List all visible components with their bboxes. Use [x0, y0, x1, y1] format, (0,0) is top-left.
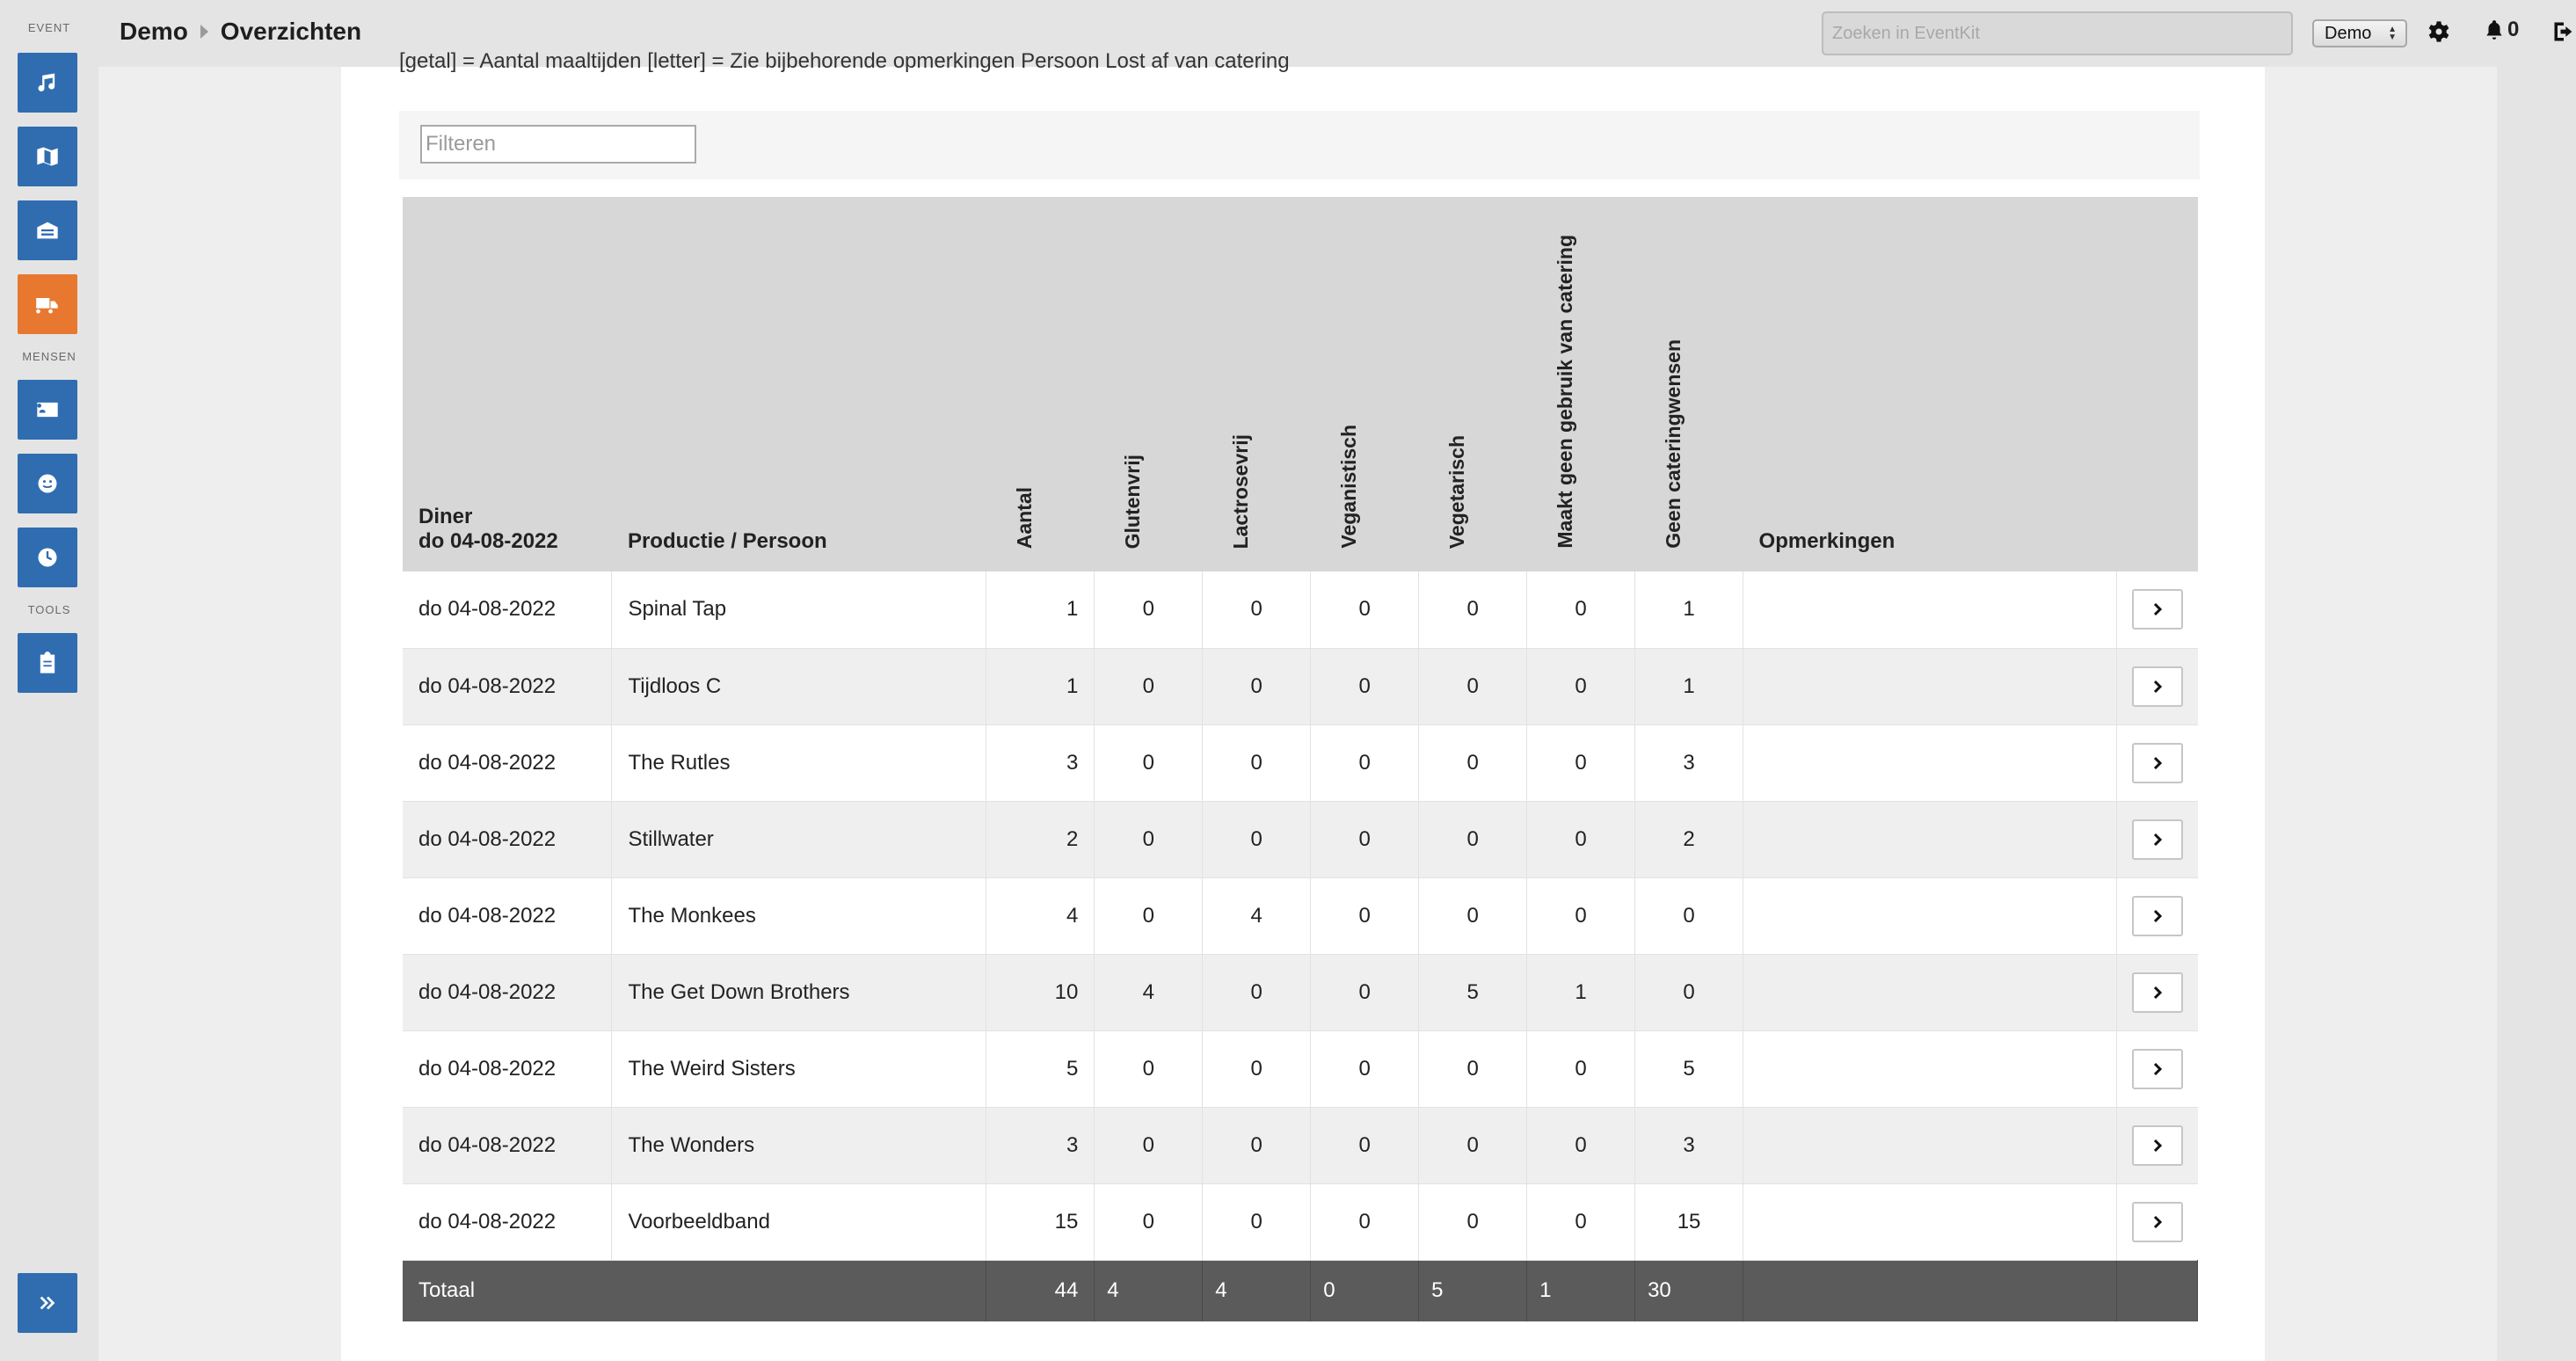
column-header-veganistisch-label: Veganistisch	[1336, 425, 1360, 549]
chevron-right-icon	[2150, 1215, 2165, 1229]
cell-geen-wensen: 5	[1635, 1030, 1743, 1107]
breadcrumb-item-event[interactable]: Demo	[120, 18, 188, 45]
truck-icon	[35, 292, 60, 317]
open-row-button[interactable]	[2132, 819, 2183, 860]
cell-glutenvrij: 0	[1095, 801, 1203, 877]
column-header-lactosevrij[interactable]	[1203, 197, 1311, 571]
total-aantal: 44	[986, 1260, 1095, 1321]
cell-vegetarisch: 0	[1419, 1183, 1527, 1260]
cell-opmerkingen	[1743, 724, 2117, 801]
cell-glutenvrij: 0	[1095, 1183, 1203, 1260]
column-header-glutenvrij-label: Glutenvrij	[1120, 454, 1144, 549]
column-header-production[interactable]: Productie / Persoon	[612, 197, 986, 571]
cell-geen-gebruik: 0	[1527, 571, 1635, 648]
cell-geen-gebruik: 1	[1527, 954, 1635, 1030]
cell-opmerkingen	[1743, 571, 2117, 648]
cell-vegetarisch: 0	[1419, 571, 1527, 648]
sidebar-item-time[interactable]	[18, 528, 77, 587]
column-header-lactosevrij-label: Lactrosevrij	[1228, 433, 1252, 549]
cell-lactosevrij: 0	[1203, 1030, 1311, 1107]
cell-production: The Get Down Brothers	[612, 954, 986, 1030]
cell-action	[2116, 571, 2197, 648]
open-row-button[interactable]	[2132, 896, 2183, 936]
breadcrumb	[120, 18, 361, 46]
column-header-vegetarisch[interactable]	[1419, 197, 1527, 571]
section-label-tools: TOOLS	[27, 603, 71, 616]
cell-date: do 04-08-2022	[403, 801, 612, 877]
cell-glutenvrij: 0	[1095, 877, 1203, 954]
venue-icon	[35, 218, 60, 243]
table-row	[403, 1107, 2198, 1183]
table-row	[403, 1183, 2198, 1260]
cell-aantal: 3	[986, 724, 1095, 801]
event-select[interactable]	[2312, 19, 2407, 47]
cell-action	[2116, 877, 2197, 954]
cell-action	[2116, 801, 2197, 877]
notification-count: 0	[2507, 18, 2520, 41]
cell-production: The Rutles	[612, 724, 986, 801]
music-icon	[35, 70, 60, 95]
cell-production: Spinal Tap	[612, 571, 986, 648]
cell-aantal: 15	[986, 1183, 1095, 1260]
total-lactosevrij: 4	[1203, 1260, 1311, 1321]
event-select-value: Demo	[2325, 23, 2372, 43]
cell-opmerkingen	[1743, 1183, 2117, 1260]
bell-icon	[2483, 18, 2506, 41]
cell-production: The Monkees	[612, 877, 986, 954]
double-chevron-right-icon	[38, 1293, 57, 1313]
cell-geen-gebruik: 0	[1527, 1107, 1635, 1183]
cell-aantal: 3	[986, 1107, 1095, 1183]
total-vegetarisch: 5	[1419, 1260, 1527, 1321]
open-row-button[interactable]	[2132, 1125, 2183, 1166]
expand-sidebar-button[interactable]	[18, 1273, 77, 1333]
filter-bar	[399, 111, 2200, 179]
cell-production: Stillwater	[612, 801, 986, 877]
column-header-actions	[2116, 197, 2197, 571]
logout-icon[interactable]	[2551, 19, 2576, 44]
overview-card	[341, 49, 2265, 1361]
table-row	[403, 571, 2198, 648]
cell-date: do 04-08-2022	[403, 1107, 612, 1183]
cell-opmerkingen	[1743, 648, 2117, 724]
cell-veganistisch: 0	[1311, 954, 1419, 1030]
cell-geen-wensen: 2	[1635, 801, 1743, 877]
cell-lactosevrij: 0	[1203, 648, 1311, 724]
table-row	[403, 648, 2198, 724]
cell-glutenvrij: 0	[1095, 571, 1203, 648]
cell-veganistisch: 0	[1311, 1183, 1419, 1260]
cell-lactosevrij: 0	[1203, 954, 1311, 1030]
chevron-right-icon	[2150, 756, 2165, 770]
cell-vegetarisch: 0	[1419, 1107, 1527, 1183]
cell-veganistisch: 0	[1311, 571, 1419, 648]
cell-veganistisch: 0	[1311, 1107, 1419, 1183]
cell-veganistisch: 0	[1311, 724, 1419, 801]
id-card-icon	[35, 397, 60, 422]
cell-date: do 04-08-2022	[403, 954, 612, 1030]
cell-vegetarisch: 0	[1419, 724, 1527, 801]
date-header-date: do 04-08-2022	[418, 529, 558, 553]
sidebar-item-people[interactable]	[18, 454, 77, 513]
cell-action	[2116, 1107, 2197, 1183]
main-content	[98, 49, 2497, 1361]
chevron-right-icon	[2150, 1139, 2165, 1153]
cell-action	[2116, 648, 2197, 724]
cell-action	[2116, 1030, 2197, 1107]
chevron-right-icon	[2150, 986, 2165, 1000]
section-label-event: EVENT	[27, 21, 71, 34]
column-header-opmerkingen[interactable]: Opmerkingen	[1743, 197, 2117, 571]
cell-veganistisch: 0	[1311, 801, 1419, 877]
search-input[interactable]	[1822, 11, 2293, 55]
cell-action	[2116, 1183, 2197, 1260]
smile-icon	[35, 471, 60, 496]
total-glutenvrij: 4	[1095, 1260, 1203, 1321]
table-body	[403, 571, 2198, 1260]
cell-date: do 04-08-2022	[403, 1183, 612, 1260]
cell-aantal: 4	[986, 877, 1095, 954]
date-header-title: Diner	[418, 505, 473, 528]
cell-action	[2116, 724, 2197, 801]
sidebar-item-music[interactable]	[18, 53, 77, 113]
column-header-date[interactable]	[403, 197, 612, 571]
total-geen-wensen: 30	[1635, 1260, 1743, 1321]
sidebar	[0, 0, 98, 1361]
open-row-button[interactable]	[2132, 972, 2183, 1013]
table-row	[403, 801, 2198, 877]
column-header-aantal[interactable]	[986, 197, 1095, 571]
open-row-button[interactable]	[2132, 743, 2183, 783]
catering-table	[403, 197, 2198, 1321]
total-opmerkingen	[1743, 1260, 2117, 1321]
cell-date: do 04-08-2022	[403, 648, 612, 724]
column-header-vegetarisch-label: Vegetarisch	[1444, 434, 1468, 549]
cell-opmerkingen	[1743, 877, 2117, 954]
column-header-geen-gebruik[interactable]	[1527, 197, 1635, 571]
cell-veganistisch: 0	[1311, 1030, 1419, 1107]
cell-lactosevrij: 4	[1203, 877, 1311, 954]
totals-label: Totaal	[403, 1260, 986, 1321]
cell-geen-gebruik: 0	[1527, 648, 1635, 724]
cell-date: do 04-08-2022	[403, 877, 612, 954]
cell-production: Tijdloos C	[612, 648, 986, 724]
cell-geen-wensen: 3	[1635, 724, 1743, 801]
cell-aantal: 1	[986, 571, 1095, 648]
clock-icon	[35, 545, 60, 570]
column-header-geen-gebruik-label: Maakt geen gebruik van catering	[1553, 235, 1576, 549]
column-header-geen-wensen-label: Geen cateringwensen	[1661, 339, 1685, 549]
sidebar-item-contacts[interactable]	[18, 380, 77, 440]
cell-date: do 04-08-2022	[403, 571, 612, 648]
select-arrows-icon: ▲ ▼	[2388, 25, 2397, 42]
cell-aantal: 2	[986, 801, 1095, 877]
chevron-right-icon	[2150, 833, 2165, 847]
cell-opmerkingen	[1743, 801, 2117, 877]
table-row	[403, 724, 2198, 801]
sidebar-item-transport[interactable]	[18, 274, 77, 334]
cell-geen-wensen: 1	[1635, 648, 1743, 724]
filter-input[interactable]	[420, 125, 696, 164]
cell-production: Voorbeeldband	[612, 1183, 986, 1260]
table-row	[403, 877, 2198, 954]
chevron-right-icon	[2150, 602, 2165, 616]
cell-vegetarisch: 0	[1419, 877, 1527, 954]
map-icon	[35, 144, 60, 169]
open-row-button[interactable]	[2132, 589, 2183, 630]
chevron-right-icon	[2150, 1062, 2165, 1076]
cell-glutenvrij: 0	[1095, 1030, 1203, 1107]
cell-geen-wensen: 1	[1635, 571, 1743, 648]
cell-glutenvrij: 4	[1095, 954, 1203, 1030]
cell-geen-wensen: 3	[1635, 1107, 1743, 1183]
totals-row	[403, 1260, 2198, 1321]
cell-veganistisch: 0	[1311, 877, 1419, 954]
cell-geen-gebruik: 0	[1527, 724, 1635, 801]
cell-glutenvrij: 0	[1095, 1107, 1203, 1183]
total-geen-gebruik: 1	[1527, 1260, 1635, 1321]
column-header-geen-wensen[interactable]	[1635, 197, 1743, 571]
sidebar-item-venue[interactable]	[18, 200, 77, 260]
cell-vegetarisch: 0	[1419, 1030, 1527, 1107]
cell-lactosevrij: 0	[1203, 1183, 1311, 1260]
clipboard-icon	[35, 651, 60, 675]
total-veganistisch: 0	[1311, 1260, 1419, 1321]
cell-lactosevrij: 0	[1203, 571, 1311, 648]
cell-opmerkingen	[1743, 1107, 2117, 1183]
cell-glutenvrij: 0	[1095, 724, 1203, 801]
total-action	[2116, 1260, 2197, 1321]
cell-geen-gebruik: 0	[1527, 801, 1635, 877]
open-row-button[interactable]	[2132, 666, 2183, 707]
cell-aantal: 1	[986, 648, 1095, 724]
open-row-button[interactable]	[2132, 1202, 2183, 1242]
chevron-right-icon	[2150, 680, 2165, 694]
cell-geen-gebruik: 0	[1527, 877, 1635, 954]
cell-geen-wensen: 0	[1635, 954, 1743, 1030]
open-row-button[interactable]	[2132, 1049, 2183, 1089]
notifications-button[interactable]	[2483, 18, 2519, 42]
cell-date: do 04-08-2022	[403, 1030, 612, 1107]
cell-geen-wensen: 15	[1635, 1183, 1743, 1260]
cell-geen-gebruik: 0	[1527, 1030, 1635, 1107]
cell-aantal: 5	[986, 1030, 1095, 1107]
cell-production: The Wonders	[612, 1107, 986, 1183]
chevron-right-icon	[2150, 909, 2165, 923]
column-header-aantal-label: Aantal	[1012, 486, 1036, 549]
breadcrumb-separator-icon	[200, 25, 208, 39]
column-header-veganistisch[interactable]	[1311, 197, 1419, 571]
cell-aantal: 10	[986, 954, 1095, 1030]
cell-geen-wensen: 0	[1635, 877, 1743, 954]
cell-vegetarisch: 0	[1419, 801, 1527, 877]
cell-lactosevrij: 0	[1203, 1107, 1311, 1183]
cell-geen-gebruik: 0	[1527, 1183, 1635, 1260]
cell-opmerkingen	[1743, 1030, 2117, 1107]
cell-production: The Weird Sisters	[612, 1030, 986, 1107]
table-row	[403, 1030, 2198, 1107]
cell-opmerkingen	[1743, 954, 2117, 1030]
section-label-mensen: MENSEN	[22, 350, 76, 363]
cell-action	[2116, 954, 2197, 1030]
table-header-row	[403, 197, 2198, 571]
gear-icon[interactable]	[2427, 19, 2451, 44]
sidebar-item-map[interactable]	[18, 127, 77, 186]
cell-glutenvrij: 0	[1095, 648, 1203, 724]
breadcrumb-item-page: Overzichten	[220, 18, 362, 45]
cell-vegetarisch: 0	[1419, 648, 1527, 724]
table-row	[403, 954, 2198, 1030]
sidebar-item-clipboard[interactable]	[18, 633, 77, 693]
cell-date: do 04-08-2022	[403, 724, 612, 801]
cell-vegetarisch: 5	[1419, 954, 1527, 1030]
column-header-glutenvrij[interactable]	[1095, 197, 1203, 571]
legend-text: [getal] = Aantal maaltijden [letter] = Zie bijbehorende opmerkingen Persoon Lost af van catering	[399, 49, 1290, 73]
cell-lactosevrij: 0	[1203, 801, 1311, 877]
cell-veganistisch: 0	[1311, 648, 1419, 724]
cell-lactosevrij: 0	[1203, 724, 1311, 801]
